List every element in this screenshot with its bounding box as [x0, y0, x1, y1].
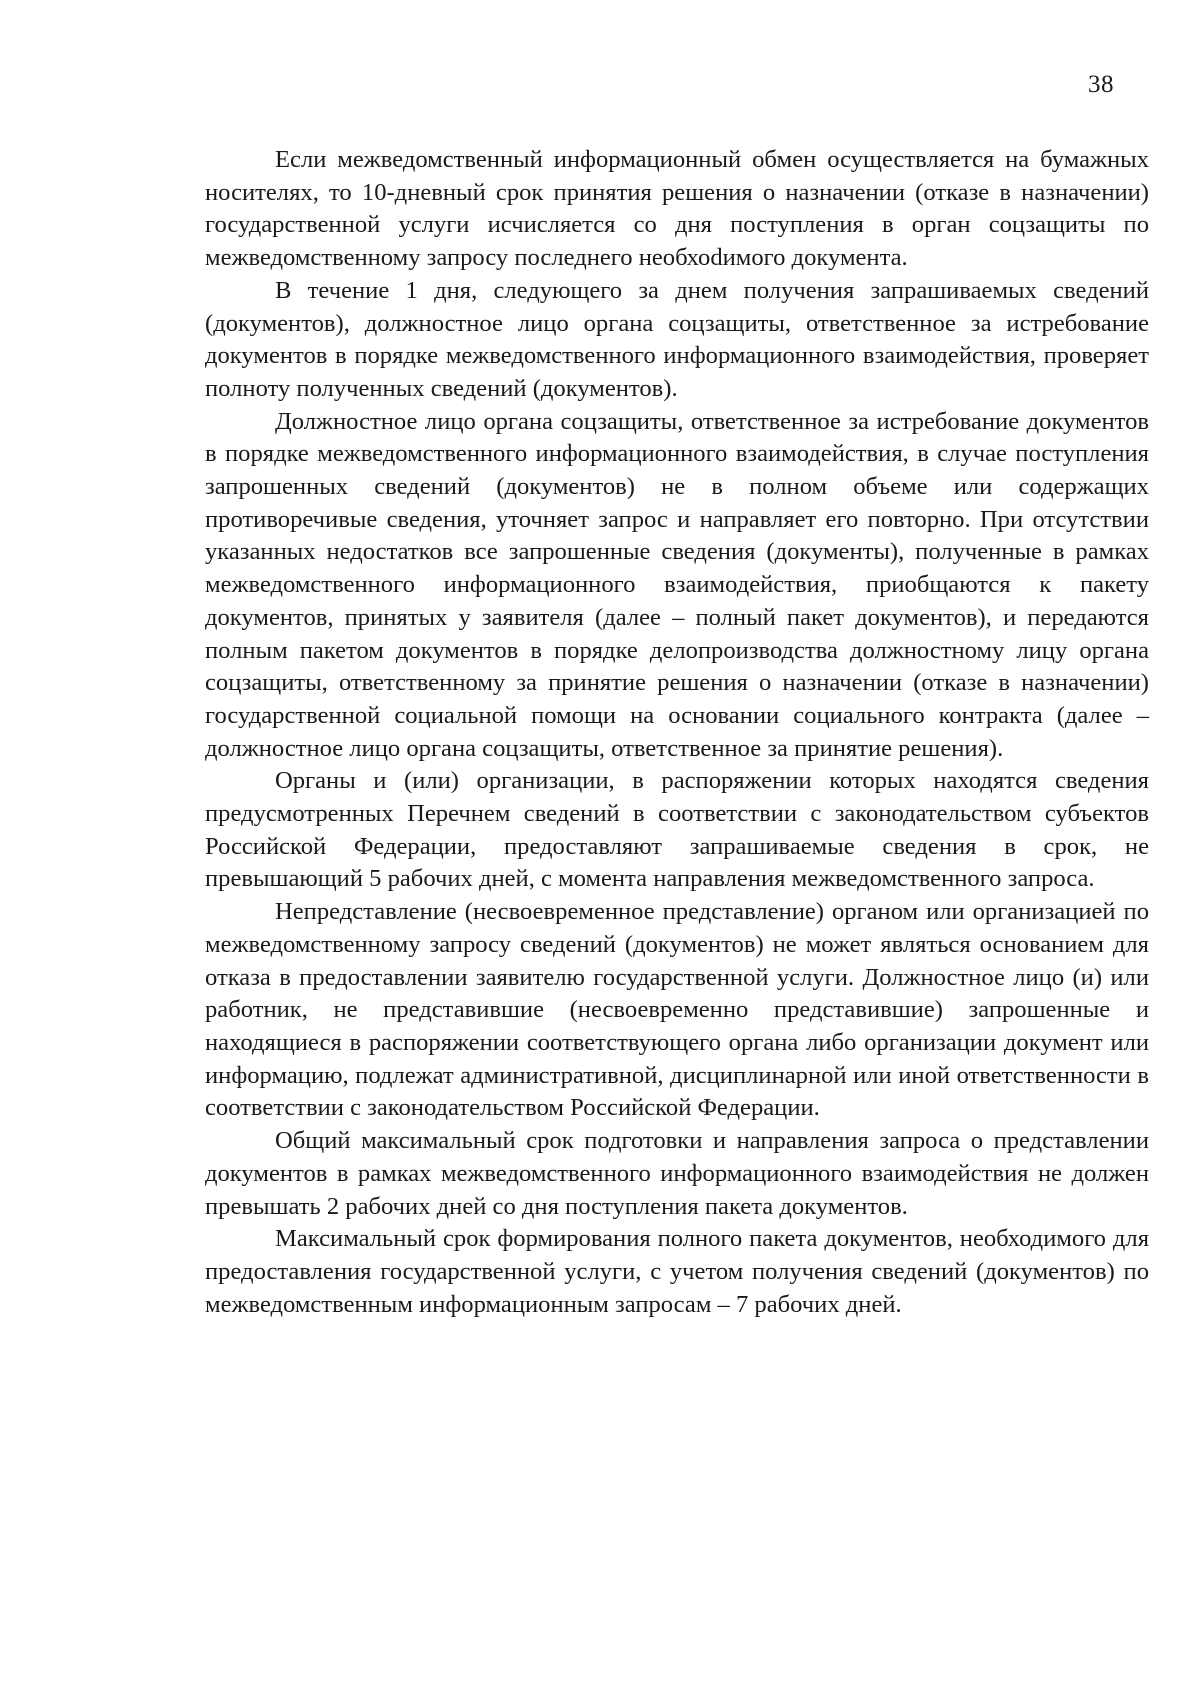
paragraph: В течение 1 дня, следующего за днем получения запрашиваемых сведений (документов), должностное лицо органа соцзащиты, ответственное за истребование документов в порядке межведомственного информационного взаимодействия, проверяет полноту полученных сведений (документов).	[205, 276, 1149, 402]
paragraph: Максимальный срок формирования полного пакета документов, необходимого для предоставления государственной услуги, с учетом получения сведений (документов) по межведомственным информационным запросам – 7 рабочих дней.	[205, 1225, 1149, 1318]
paragraph: Если межведомственный информационный обмен осуществляется на бумажных носителях, то 10-дневный срок принятия решения о назначении (отказе в назначении) государственной услуги исчисляется со дня поступления в орган соцзащиты по межведомственному запросу последнего необхоdимого документа.	[205, 146, 1149, 272]
body-text	[205, 144, 1149, 1321]
paragraph: Органы и (или) организации, в распоряжении которых находятся сведения предусмотренных Перечнем сведений в соответствии с законодательством субъектов Российской Федерации, предоставляют запрашиваемые сведения в срок, не превышающий 5 рабочих дней, с момента направления межведомственного запроса.	[205, 767, 1149, 893]
paragraph: Должностное лицо органа соцзащиты, ответственное за истребование документов в порядке межведомственного информационного взаимодействия, в случае поступления запрошенных сведений (документов) не в полном объеме или содержащих противоречивые сведения, уточняет запрос и направляет его повторно. При отсутствии указанных недостатков все запрошенные сведения (документы), полученные в рамках межведомственного информационного взаимодействия, приобщаются к пакету документов, принятых у заявителя (далее – полный пакет документов), и передаются полным пакетом документов в порядке делопроизводства должностному лицу органа соцзащиты, ответственному за принятие решения о назначении (отказе в назначении) государственной социальной помощи на основании социального контракта (далее – должностное лицо органа соцзащиты, ответственное за принятие решения).	[205, 407, 1149, 762]
paragraph: Непредставление (несвоевременное представление) органом или организацией по межведомственному запросу сведений (документов) не может являться основанием для отказа в предоставлении заявителю государственной услуги. Должностное лицо (и) или работник, не представившие (несвоевременно представившие) запрошенные и находящиеся в распоряжении соответствующего органа либо организации документ или информацию, подлежат административной, дисциплинарной или иной ответственности в соответствии с законодательством Российской Федерации.	[205, 898, 1149, 1122]
page-number: 38	[1088, 71, 1114, 98]
paragraph: Общий максимальный срок подготовки и направления запроса о представлении документов в рамках межведомственного информационного взаимодействия не должен превышать 2 рабочих дней со дня поступления пакета документов.	[205, 1127, 1149, 1220]
